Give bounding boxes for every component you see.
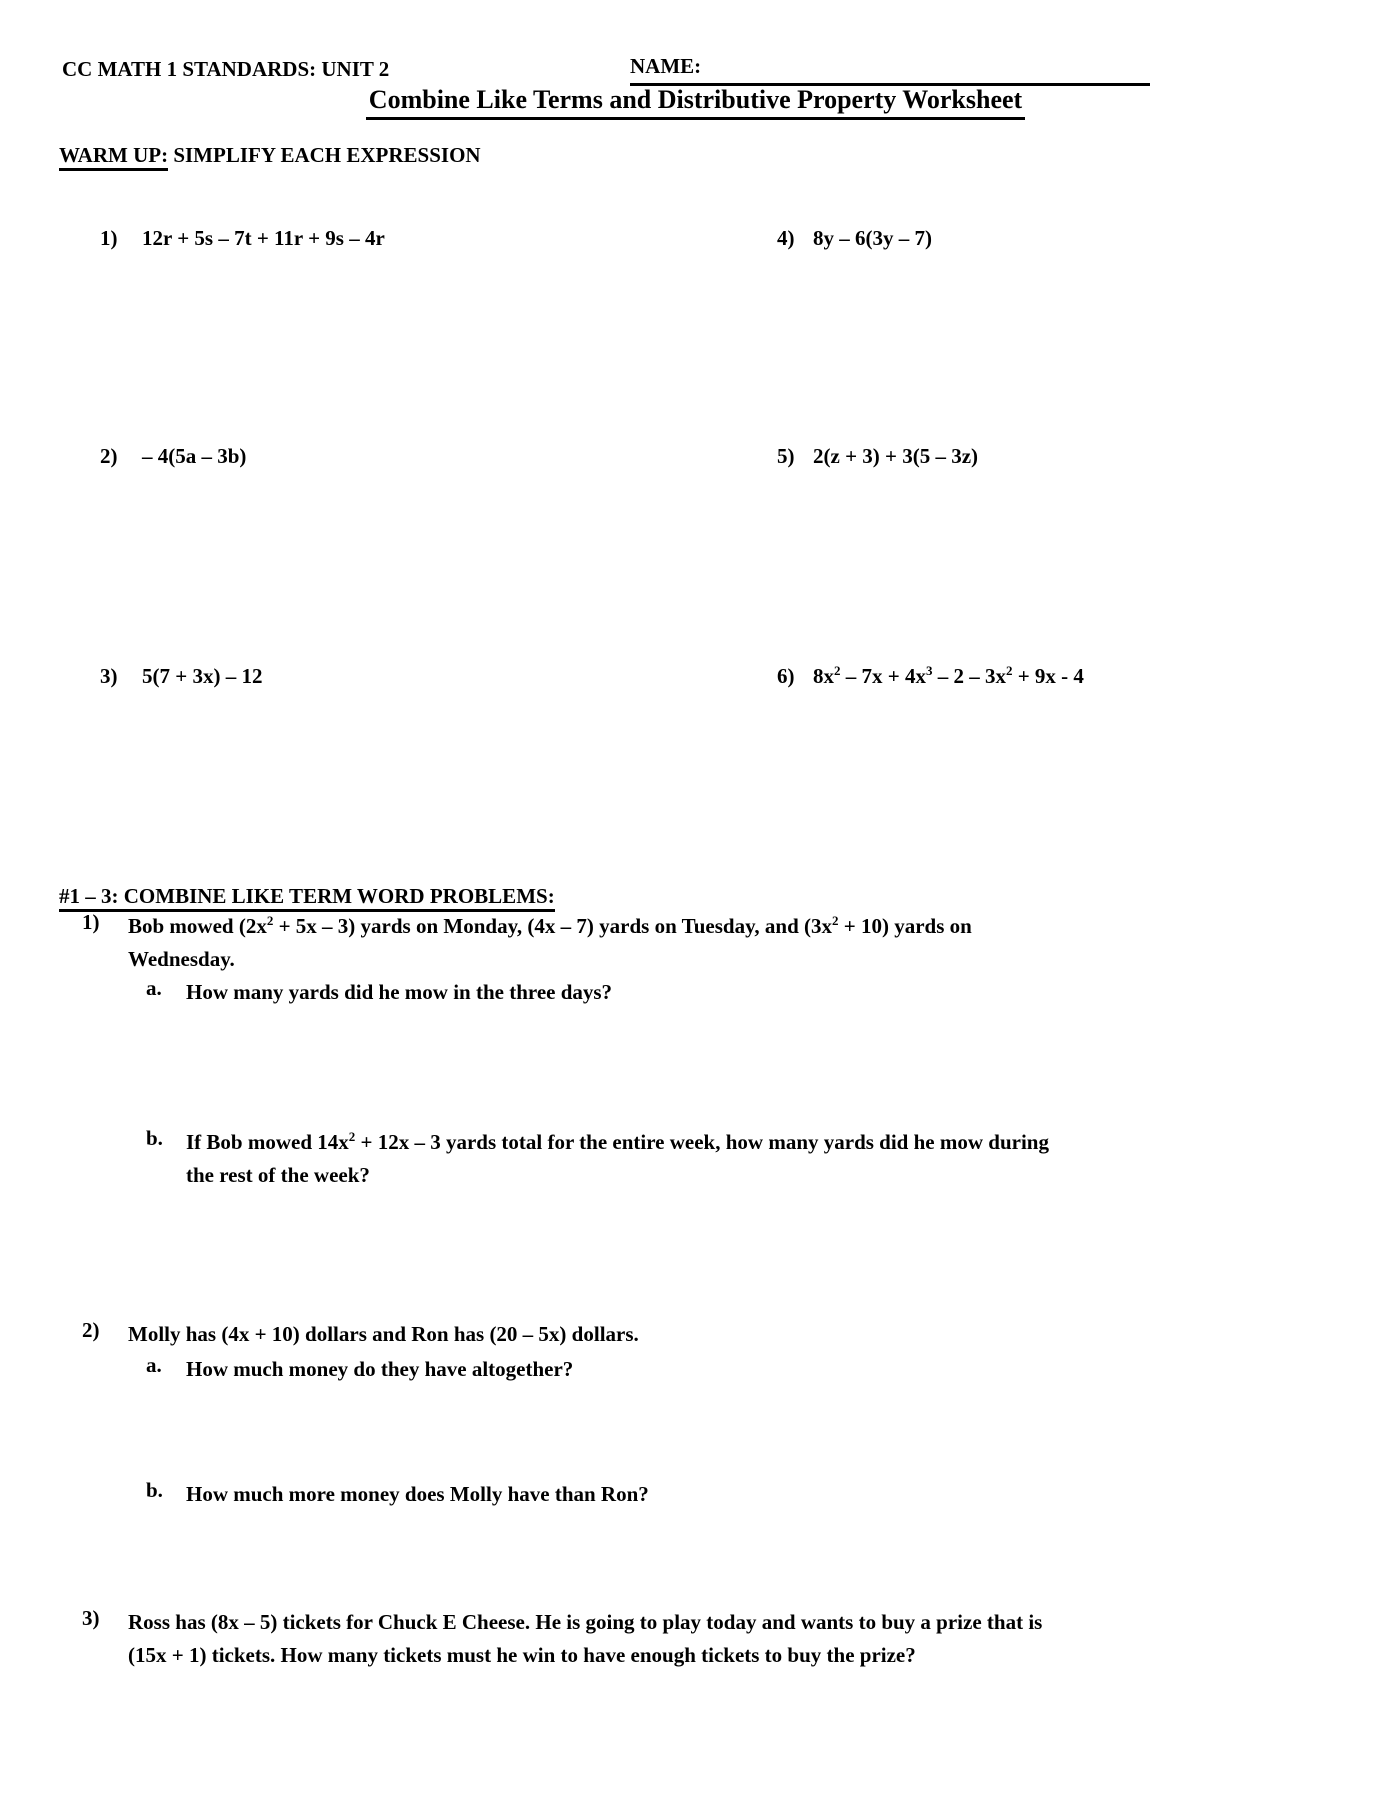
problem-number: 2) <box>82 1318 100 1342</box>
word-problem-2b <box>146 1478 649 1511</box>
word-problem-3 <box>82 1606 1042 1672</box>
problem-number: 3) <box>82 1606 100 1630</box>
subpart-text <box>186 1126 1049 1192</box>
subpart-label: b. <box>146 1126 163 1150</box>
stem-line: (15x + 1) tickets. How many tickets must he win to have enough tickets to buy the prize? <box>128 1643 916 1667</box>
problem-stem <box>128 910 972 976</box>
stem-line: Wednesday. <box>128 947 235 971</box>
problem-number: 5) <box>777 444 795 468</box>
warmup-problem-2 <box>100 444 246 469</box>
subpart-line: the rest of the week? <box>186 1163 370 1187</box>
subpart-line: How much more money does Molly have than Ron? <box>186 1482 649 1506</box>
word-problem-1 <box>82 910 972 976</box>
warmup-problem-5 <box>777 444 978 469</box>
stem-line: Molly has (4x + 10) dollars and Ron has (20 – 5x) dollars. <box>128 1322 639 1346</box>
stem-line: Ross has (8x – 5) tickets for Chuck E Cheese. He is going to play today and wants to buy a prize that is <box>128 1610 1043 1634</box>
warmup-problem-6 <box>777 664 1084 689</box>
problem-stem <box>128 1606 1042 1672</box>
warmup-problem-4 <box>777 226 932 251</box>
warmup-heading-text: SIMPLIFY EACH EXPRESSION <box>173 143 481 167</box>
problem-expression: 8y – 6(3y – 7) <box>813 226 932 250</box>
warmup-heading-label: WARM UP: <box>59 143 168 171</box>
subpart-line: How much money do they have altogether? <box>186 1357 574 1381</box>
subpart-label: a. <box>146 976 162 1000</box>
word-problem-1a <box>146 976 612 1009</box>
problem-number: 2) <box>100 444 118 468</box>
word-problem-2 <box>82 1318 639 1351</box>
name-line <box>630 54 1150 86</box>
problem-number: 3) <box>100 664 118 688</box>
warmup-heading <box>59 143 481 168</box>
title-row <box>0 85 1391 120</box>
problem-number: 1) <box>82 910 100 934</box>
word-problems-heading: #1 – 3: COMBINE LIKE TERM WORD PROBLEMS: <box>59 884 555 909</box>
problem-number: 6) <box>777 664 795 688</box>
page-title: Combine Like Terms and Distributive Property Worksheet <box>366 85 1025 120</box>
subpart-label: a. <box>146 1353 162 1377</box>
problem-number: 4) <box>777 226 795 250</box>
problem-stem <box>128 1318 639 1351</box>
problem-expression: $8x^2 - 7x + 4x^3 - 2 - 3x^2 + 9x - 4$ <box>813 663 1084 688</box>
subpart-line: If Bob mowed $14x^2 + 12x - 3$ yards total for the entire week, how many yards did he mow during <box>186 1129 1049 1154</box>
subpart-label: b. <box>146 1478 163 1502</box>
subpart-text <box>186 976 612 1009</box>
problem-expression: 12r + 5s – 7t + 11r + 9s – 4r <box>142 226 385 250</box>
course-header: CC MATH 1 STANDARDS: UNIT 2 <box>62 57 390 81</box>
problem-expression: – 4(5a – 3b) <box>142 444 247 468</box>
name-label: NAME: <box>630 54 702 78</box>
problem-expression: 2(z + 3) + 3(5 – 3z) <box>813 444 979 468</box>
word-problem-2a <box>146 1353 573 1386</box>
warmup-problem-3 <box>100 664 262 689</box>
problem-expression: 5(7 + 3x) – 12 <box>142 664 263 688</box>
word-problem-1b <box>146 1126 1049 1192</box>
warmup-problem-1 <box>100 226 385 251</box>
subpart-line: How many yards did he mow in the three days? <box>186 980 613 1004</box>
problem-number: 1) <box>100 226 118 250</box>
stem-line: Bob mowed $(2x^2 + 5x - 3)$ yards on Monday, (4x – 7) yards on Tuesday, and $(3x^2 + 10)$ yards on <box>128 913 972 938</box>
subpart-text <box>186 1353 573 1386</box>
subpart-text <box>186 1478 649 1511</box>
